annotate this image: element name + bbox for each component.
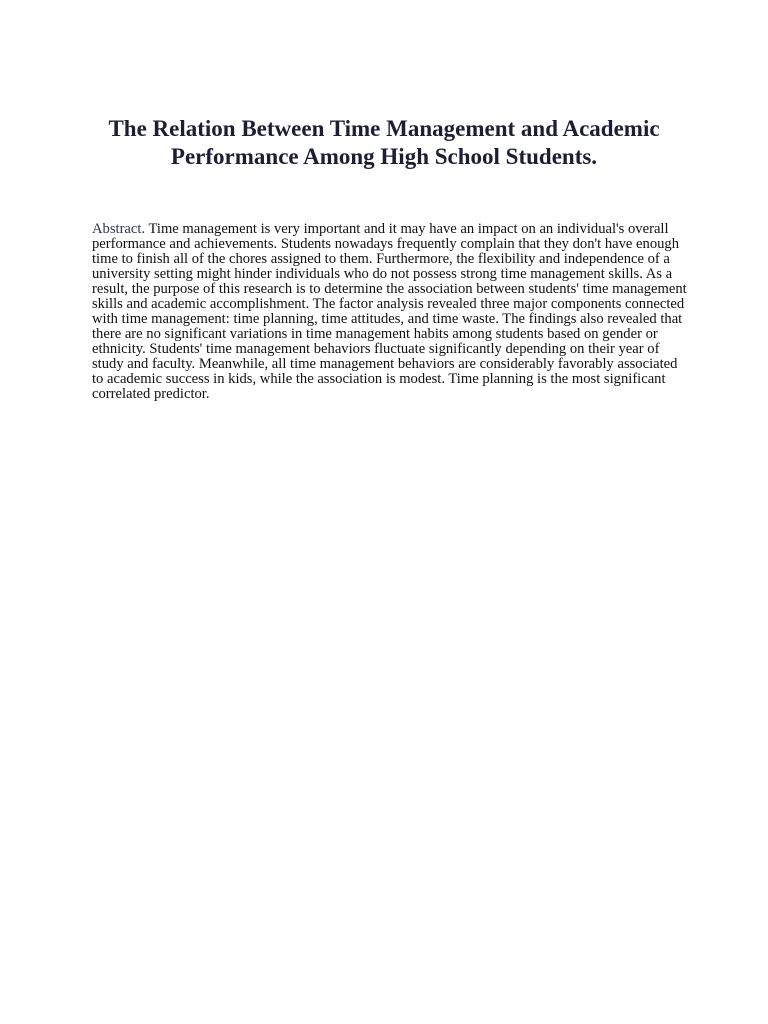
abstract-paragraph: [92, 222, 692, 402]
abstract-label: Abstract.: [92, 221, 146, 237]
abstract-text: Time management is very important and it may have an impact on an individual's overall performance and achievements. Students nowadays frequently complain that they don't have enough time to finish all of the chores assigned to them. Furthermore, the flexibility and independence of a university setting might hinder individuals who do not possess strong time management skills. As a result, the purpose of this research is to determine the association between students' time management skills and academic accomplishment. The factor analysis revealed three major components connected with time management: time planning, time attitudes, and time waste. The findings also revealed that there are no significant variations in time management habits among students based on gender or ethnicity. Students' time management behaviors fluctuate significantly depending on their year of study and faculty. Meanwhile, all time management behaviors are considerably favorably associated to academic success in kids, while the association is modest. Time planning is the most significant correlated predictor.: [92, 221, 687, 402]
paper-title: The Relation Between Time Management and Academic Performance Among High School Students.: [108, 116, 660, 169]
